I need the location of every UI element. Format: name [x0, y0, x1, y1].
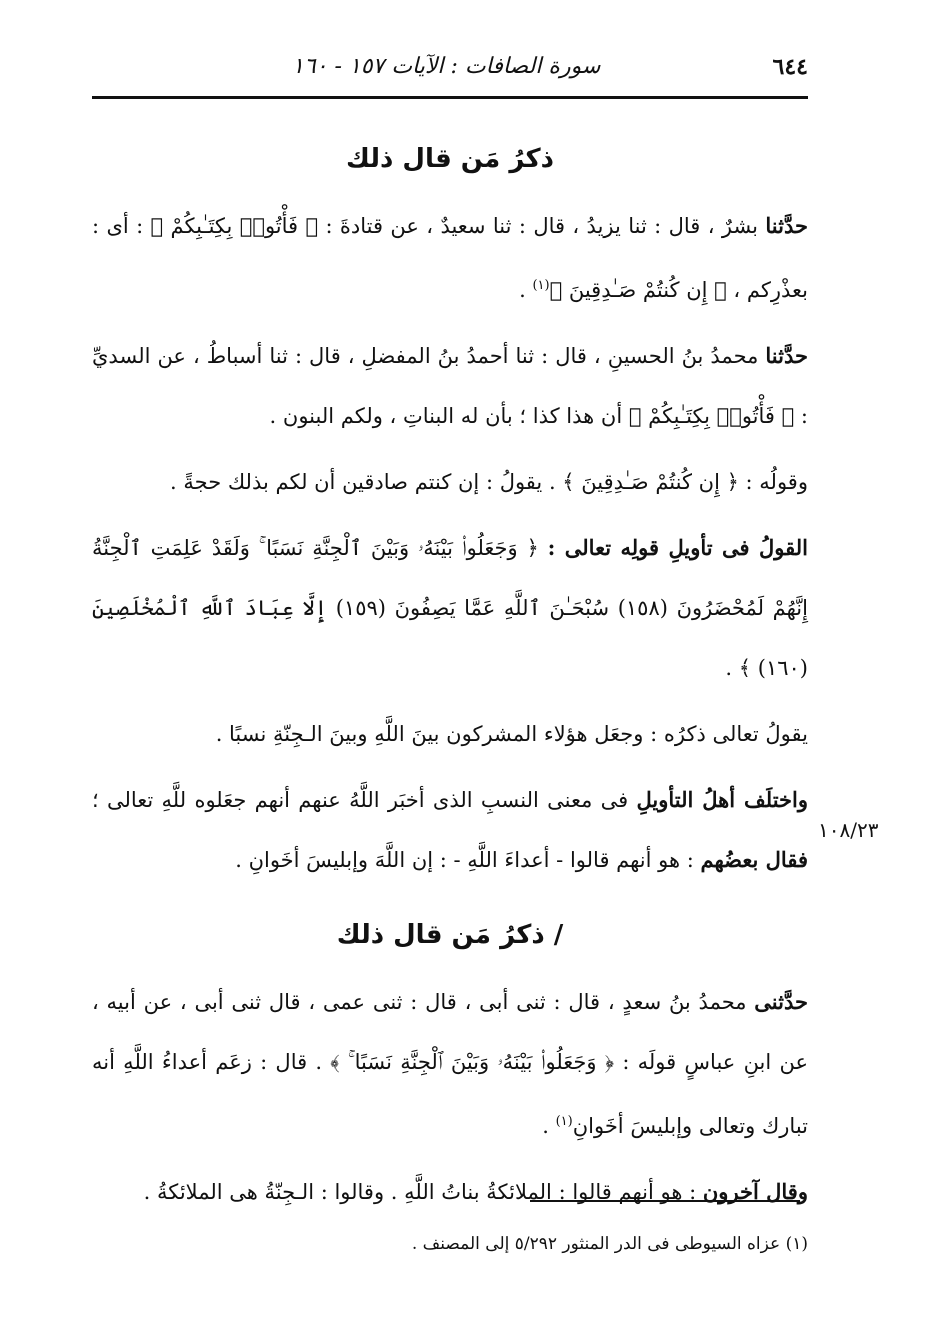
running-title: سورة الصافات : الآيات ١٥٧ - ١٦٠ [292, 54, 601, 79]
paragraph-text: وقولُه : ﴿ إِن كُنتُمْ صَـٰدِقِينَ ﴾ . يقولُ : إن كنتم صادقين أن لكم بذلك حجةً . [170, 470, 808, 494]
paragraph-lead: واختلَف أهلُ التأويلِ [636, 787, 809, 812]
paragraph-lead-2: فقال بعضُهم [700, 847, 808, 872]
paragraph [92, 770, 808, 890]
paragraph [92, 704, 808, 764]
paragraph-text: محمدُ بنُ سعدٍ ، قال : ثنى أبى ، قال : ثنى عمى ، قال ثنى أبى ، عن أبيه ، عن ابنِ عباسٍ قولَه : ﴿ وَجَعَلُوا۟ بَيْنَهُۥ وَبَيْنَ ٱلْجِنَّةِ نَسَبًا ۚ ﴾ . قال : زعَم أعداءُ اللَّهِ أنه تبارك وتعالى وإبليسَ أخَوانِ [92, 990, 808, 1138]
header-rule [92, 96, 808, 99]
footnote-marker: (١) [532, 278, 550, 293]
paragraph-tail: . [542, 1114, 556, 1138]
section-heading: / ذكرُ مَن قال ذلك [336, 920, 564, 950]
paragraph-text: بشرٌ ، قال : ثنا يزيدُ ، قال : ثنا سعيدٌ ، عن قتادةَ : ﴿ فَأْتُوا۟ بِكِتَـٰبِكُمْ ﴾ : أى : بعذْرِكم ، ﴿ إِن كُنتُمْ صَـٰدِقِينَ ﴾ [92, 214, 808, 302]
paragraph [92, 452, 808, 512]
paragraph-lead: وقال آخرون [702, 1179, 808, 1204]
quran-verse: ﴿ وَجَعَلُوا۟ بَيْنَهُۥ وَبَيْنَ ٱلْجِنَّةِ نَسَبًا ۚ وَلَقَدْ عَلِمَتِ ٱلْجِنَّةُ إِنَّهُمْ لَمُحْضَرُونَ (١٥٨) سُبْحَـٰنَ ٱللَّهِ عَمَّا يَصِفُونَ (١٥٩) إِلَّا عِبَادَ ٱللَّهِ ٱلْمُخْلَصِينَ (١٦٠) ﴾ . [92, 536, 808, 680]
footnote-rule [530, 1200, 800, 1202]
paragraph-text: : هو أنهم قالوا : الملائكةُ بناتُ اللَّهِ . وقالوا : الـجِنّةُ هى الملائكةُ . [143, 1180, 703, 1204]
paragraph-tail: . [519, 278, 533, 302]
paragraph-lead: حدَّثنا [765, 213, 808, 238]
paragraph-text: محمدُ بنُ الحسينِ ، قال : ثنا أحمدُ بنُ المفضلِ ، قال : ثنا أسباطُ ، عن السديِّ : ﴿ فَأْتُوا۟ بِكِتَـٰبِكُمْ ﴾ أن هذا كذا ؛ بأن له البناتِ ، ولكم البنون . [92, 344, 808, 428]
footnote: (١) عزاه السيوطى فى الدر المنثور ٥/٢٩٢ إلى المصنف . [411, 1234, 808, 1254]
margin-reference: ١٠٨/٢٣ [818, 818, 879, 842]
paragraph-text: فى معنى النسبِ الذى أخبَر اللَّهُ عنهم أنهم جعَلوه للَّهِ تعالى ؛ [92, 788, 637, 812]
paragraph-lead: حدَّثنى [754, 989, 808, 1014]
paragraph-lead: القولُ فى تأويلِ قولِه تعالى : [547, 535, 808, 560]
main-text [92, 130, 808, 1222]
footnote-marker: (١) [555, 1114, 573, 1129]
paragraph [92, 1162, 808, 1222]
paragraph [92, 518, 808, 698]
running-head [92, 48, 808, 88]
paragraph-tail: : هو أنهم قالوا - أعداءَ اللَّهِ - : إن اللَّهَ وإبليسَ أخَوانِ . [235, 848, 701, 872]
page-number: ٦٤٤ [772, 54, 808, 80]
section-heading: ذكرُ مَن قال ذلك [346, 144, 554, 174]
paragraph-lead: حدَّثنا [765, 343, 808, 368]
paragraph-text: يقولُ تعالى ذكرُه : وجعَل هؤلاء المشركون بينَ اللَّهِ وبينَ الـجِنّةِ نسبًا . [215, 722, 808, 746]
paragraph [92, 196, 808, 320]
paragraph [92, 326, 808, 446]
paragraph [92, 972, 808, 1156]
